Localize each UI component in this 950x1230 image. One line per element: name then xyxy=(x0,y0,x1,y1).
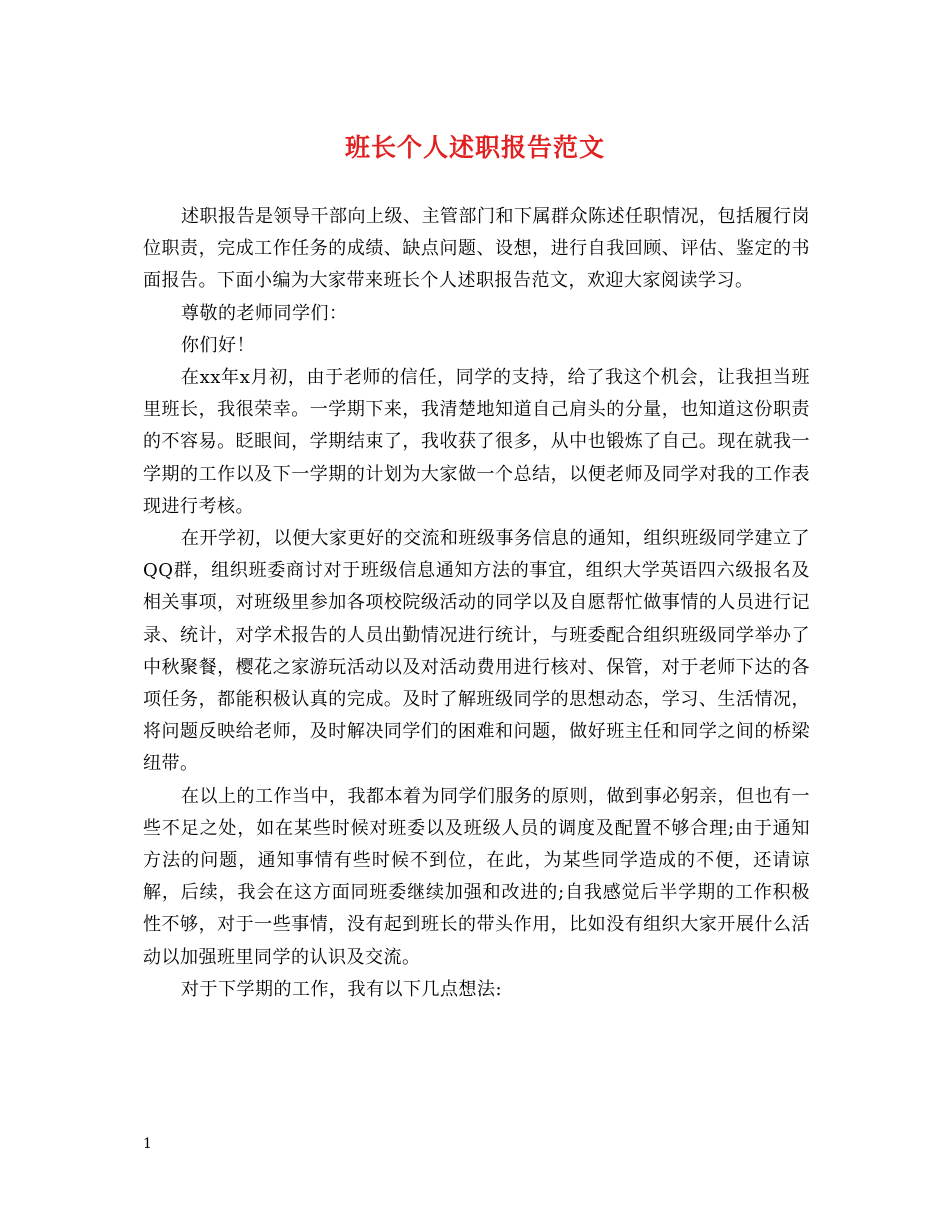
greeting-paragraph: 你们好！ xyxy=(181,334,255,356)
body-paragraph: 对于下学期的工作，我有以下几点想法: xyxy=(181,978,503,1000)
document-title: 班长个人述职报告范文 xyxy=(344,133,605,162)
document-body xyxy=(143,201,810,1006)
body-paragraph: 在xx年x月初，由于老师的信任，同学的支持，给了我这个机会，让我担当班里班长，我很荣幸。一学期下来，我清楚地知道自己肩头的分量，也知道这份职责的不容易。眨眼间，学期结束了，我收获了很多，从中也锻炼了自己。现在就我一学期的工作以及下一学期的计划为大家做一个总结，以便老师及同学对我的工作表现进行考核。 xyxy=(143,367,810,517)
salutation-paragraph: 尊敬的老师同学们： xyxy=(181,302,348,324)
body-paragraph: 在以上的工作当中，我都本着为同学们服务的原则，做到事必躬亲，但也有一些不足之处，如在某些时候对班委以及班级人员的调度及配置不够合理;由于通知方法的问题，通知事情有些时候不到位，在此，为某些同学造成的不便，还请谅解，后续，我会在这方面同班委继续加强和改进的;自我感觉后半学期的工作积极性不够，对于一些事情，没有起到班长的带头作用，比如没有组织大家开展什么活动以加强班里同学的认识及交流。 xyxy=(143,785,810,968)
page-number: 1 xyxy=(143,1136,152,1152)
body-paragraph: 在开学初，以便大家更好的交流和班级事务信息的通知，组织班级同学建立了QQ群，组织班委商讨对于班级信息通知方法的事宜，组织大学英语四六级报名及相关事项，对班级里参加各项校院级活动的同学以及自愿帮忙做事情的人员进行记录、统计，对学术报告的人员出勤情况进行统计，与班委配合组织班级同学举办了中秋聚餐，樱花之家游玩活动以及对活动费用进行核对、保管，对于老师下达的各项任务，都能积极认真的完成。及时了解班级同学的思想动态，学习、生活情况，将问题反映给老师，及时解决同学们的困难和问题，做好班主任和同学之间的桥梁纽带。 xyxy=(143,528,810,775)
intro-paragraph: 述职报告是领导干部向上级、主管部门和下属群众陈述任职情况，包括履行岗位职责，完成工作任务的成绩、缺点问题、设想，进行自我回顾、评估、鉴定的书面报告。下面小编为大家带来班长个人述职报告范文，欢迎大家阅读学习。 xyxy=(143,206,810,292)
